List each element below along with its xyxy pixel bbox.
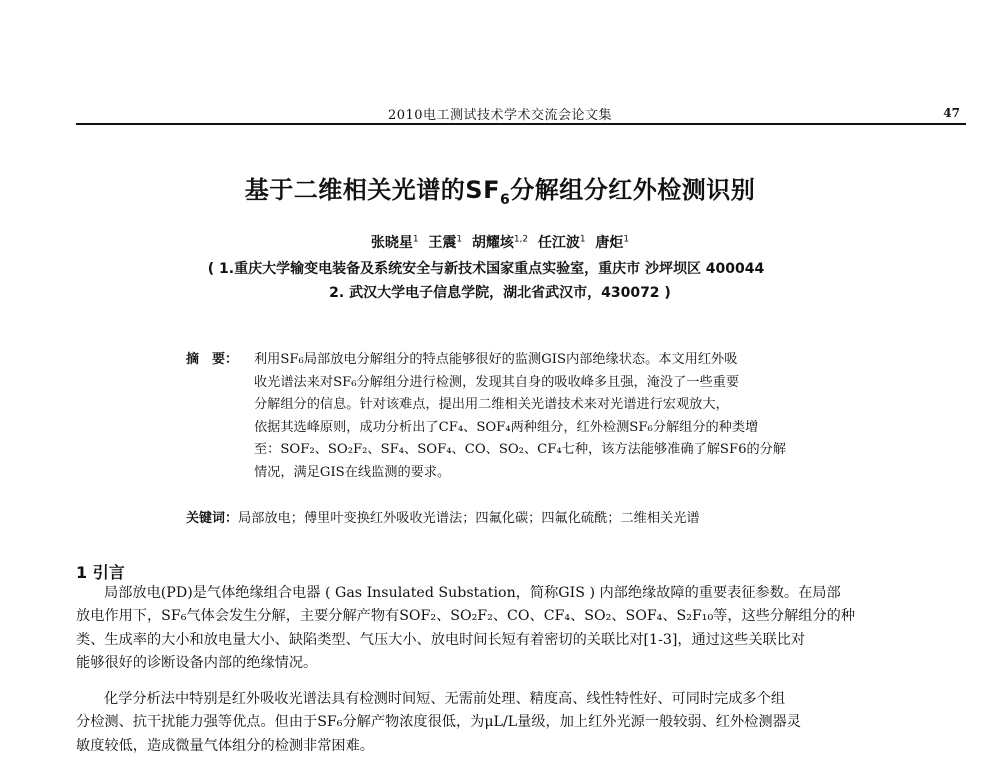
author-affiliation-mark: 1 bbox=[456, 234, 463, 245]
keywords-text: 局部放电；傅里叶变换红外吸收光谱法；四氟化碳；四氟化硫酰；二维相关光谱 bbox=[238, 511, 700, 526]
abstract-line: 利用SF₆局部放电分解组分的特点能够很好的监测GIS内部绝缘状态。本文用红外吸 bbox=[254, 352, 738, 367]
author-affiliation-mark: 1 bbox=[623, 234, 630, 245]
author-affiliation-mark: 1 bbox=[579, 234, 586, 245]
body-paragraph-1 bbox=[76, 582, 966, 676]
abstract-label: 摘 要： bbox=[186, 352, 239, 367]
body-line: 能够很好的诊断设备内部的绝缘情况。 bbox=[76, 655, 318, 672]
author-name: 张晓星 bbox=[370, 235, 413, 251]
affiliation-1: ( 1.重庆大学输变电装备及系统安全与新技术国家重点实验室，重庆市 沙坪坝区 400044 bbox=[207, 261, 765, 277]
running-header-title: 2010电工测试技术学术交流会论文集 bbox=[387, 108, 613, 123]
author-name: 胡耀垓 bbox=[471, 235, 514, 251]
affiliation-2: 2. 武汉大学电子信息学院，湖北省武汉市，430072 ) bbox=[329, 285, 671, 301]
paper-title-subscript: 6 bbox=[499, 191, 511, 208]
section-heading: 1 引言 bbox=[76, 563, 125, 582]
abstract-line: 情况，满足GIS在线监测的要求。 bbox=[254, 464, 451, 480]
author-name: 王震 bbox=[428, 235, 457, 251]
author-list bbox=[0, 232, 1000, 252]
body-line: 敏度较低，造成微量气体组分的检测非常困难。 bbox=[76, 737, 374, 754]
page-number: 47 bbox=[943, 106, 960, 120]
author-affiliation-mark: 1 bbox=[412, 234, 419, 245]
keywords-label: 关键词： bbox=[186, 511, 239, 526]
body-line: 局部放电(PD)是气体绝缘组合电器 ( Gas Insulated Substation，简称GIS ) 内部绝缘故障的重要表征参数。在局部 bbox=[104, 585, 841, 601]
paper-title-part: 分解组分红外检测识别 bbox=[510, 176, 756, 204]
paper-title bbox=[0, 170, 1000, 208]
abstract-line: 至：SOF₂、SO₂F₂、SF₄、SOF₄、CO、SO₂、CF₄七种，该方法能够准确了解SF6的分解 bbox=[254, 442, 787, 457]
abstract-line: 分解组分的信息。针对该难点，提出用二维相关光谱技术来对光谱进行宏观放大， bbox=[254, 397, 729, 412]
author-affiliation-mark: 1,2 bbox=[513, 234, 529, 245]
abstract-line: 收光谱法来对SF₆分解组分进行检测，发现其自身的吸收峰多且强，淹没了一些重要 bbox=[254, 374, 740, 390]
body-line: 化学分析法中特别是红外吸收光谱法具有检测时间短、无需前处理、精度高、线性特性好、可同时完成多个组 bbox=[104, 691, 786, 707]
body-line: 类、生成率的大小和放电量大小、缺陷类型、气压大小、放电时间长短有着密切的关联比对[1-3]，通过这些关联比对 bbox=[76, 631, 806, 648]
abstract bbox=[186, 349, 826, 484]
body-line: 放电作用下，SF₆气体会发生分解，主要分解产物有SOF₂、SO₂F₂、CO、CF₄、SO₂、SOF₄、S₂F₁₀等，这些分解组分的种 bbox=[76, 608, 856, 625]
paper-title-part: 基于二维相关光谱的SF bbox=[244, 176, 500, 204]
abstract-line: 依据其选峰原则，成功分析出了CF₄、SOF₄两种组分，红外检测SF₆分解组分的种类增 bbox=[254, 419, 759, 435]
keywords bbox=[186, 507, 886, 526]
body-paragraph-2 bbox=[76, 688, 966, 758]
author-name: 任江波 bbox=[537, 235, 580, 251]
author-name: 唐炬 bbox=[595, 235, 624, 251]
body-line: 分检测、抗干扰能力强等优点。但由于SF₆分解产物浓度很低，为μL/L量级，加上红外光源一般较弱、红外检测器灵 bbox=[76, 714, 801, 731]
